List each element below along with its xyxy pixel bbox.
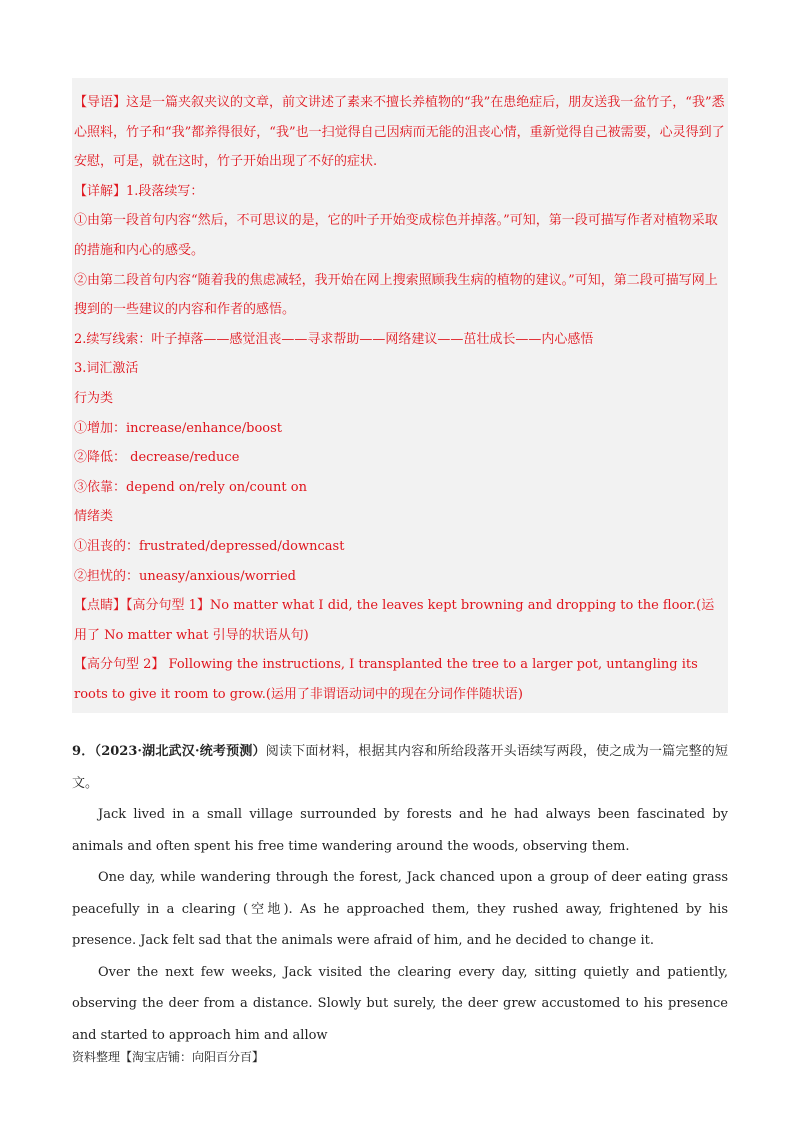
detail-title: 1.段落续写： bbox=[126, 183, 204, 199]
question-block bbox=[72, 736, 728, 1051]
sentence-pattern-2 bbox=[74, 650, 726, 709]
pattern1-label: 【高分句型 1】 bbox=[126, 598, 210, 614]
question-source: （2023·湖北武汉·统考预测） bbox=[94, 744, 266, 759]
emotion-title: 情绪类 bbox=[74, 509, 114, 525]
sentence-pattern-1 bbox=[74, 591, 726, 650]
story-paragraph: Jack lived in a small village surrounded by forests and he had always been fascinated by animals and often spent his free time wandering around the woods, observing them. bbox=[72, 807, 728, 854]
behavior-item: ③依靠：depend on/rely on/count on bbox=[74, 479, 307, 495]
story-paragraph: One day, while wandering through the forest, Jack chanced upon a group of deer eating grass peacefully in a clearing (空地). As he approached them, they rushed away, frightened by his presence. Jack felt sad that the animals were afraid of him, and he decided to change it. bbox=[72, 870, 728, 948]
detail-heading bbox=[74, 177, 726, 207]
guide-text: 这是一篇夹叙夹议的文章，前文讲述了素来不擅长养植物的“我”在患绝症后，朋友送我一盆竹子，“我”悉心照料，竹子和“我”都养得很好，“我”也一扫觉得自己因病而无能的沮丧心情，重新觉得自己被需要，心灵得到了安慰，可是，就在这时，竹子开始出现了不好的症状. bbox=[74, 95, 725, 170]
answer-analysis-box bbox=[72, 78, 728, 713]
guide-paragraph bbox=[74, 88, 726, 177]
question-number: 9． bbox=[72, 744, 95, 759]
behavior-item: ②降低： decrease/reduce bbox=[74, 450, 240, 466]
highlight-label: 【点睛】 bbox=[74, 598, 127, 614]
vocab-title: 3.词汇激活 bbox=[74, 361, 139, 377]
page-footer: 资料整理【淘宝店铺：向阳百分百】 bbox=[72, 1050, 265, 1064]
detail-paragraph-1: ①由第一段首句内容“然后，不可思议的是，它的叶子开始变成棕色并掉落。”可知，第一段可描写作者对植物采取的措施和内心的感受。 bbox=[74, 213, 718, 258]
emotion-item: ①沮丧的：frustrated/depressed/downcast bbox=[74, 538, 345, 554]
pattern2-label: 【高分句型 2】 bbox=[74, 657, 165, 673]
question-header bbox=[72, 736, 728, 799]
detail-paragraph-2: ②由第二段首句内容“随着我的焦虑减轻，我开始在网上搜索照顾我生病的植物的建议。”可知，第二段可描写网上搜到的一些建议的内容和作者的感悟。 bbox=[74, 272, 718, 318]
pattern1-text: No matter what I did, the leaves kept browning and dropping to the floor.(运用了 No matter what 引导的状语从句) bbox=[74, 598, 715, 643]
emotion-item: ②担忧的：uneasy/anxious/worried bbox=[74, 568, 297, 584]
guide-label: 【导语】 bbox=[74, 95, 127, 110]
behavior-item: ①增加：increase/enhance/boost bbox=[74, 420, 283, 436]
detail-label: 【详解】 bbox=[74, 183, 127, 199]
behavior-title: 行为类 bbox=[74, 390, 114, 406]
story-paragraph: Over the next few weeks, Jack visited the clearing every day, sitting quietly and patiently, observing the deer from a distance. Slowly but surely, the deer grew accustomed to his presence and started to approach him and allow bbox=[72, 964, 728, 1043]
writing-clue: 2.续写线索：叶子掉落——感觉沮丧——寻求帮助——网络建议——茁壮成长——内心感悟 bbox=[74, 331, 594, 347]
question-instruction: 阅读下面材料，根据其内容和所给段落开头语续写两段，使之成为一篇完整的短文。 bbox=[72, 744, 729, 791]
pattern2-text: Following the instructions, I transplanted the tree to a larger pot, untangling its roots to give it room to grow.(运用了非谓语动词中的现在分词作伴随状语) bbox=[74, 657, 698, 702]
